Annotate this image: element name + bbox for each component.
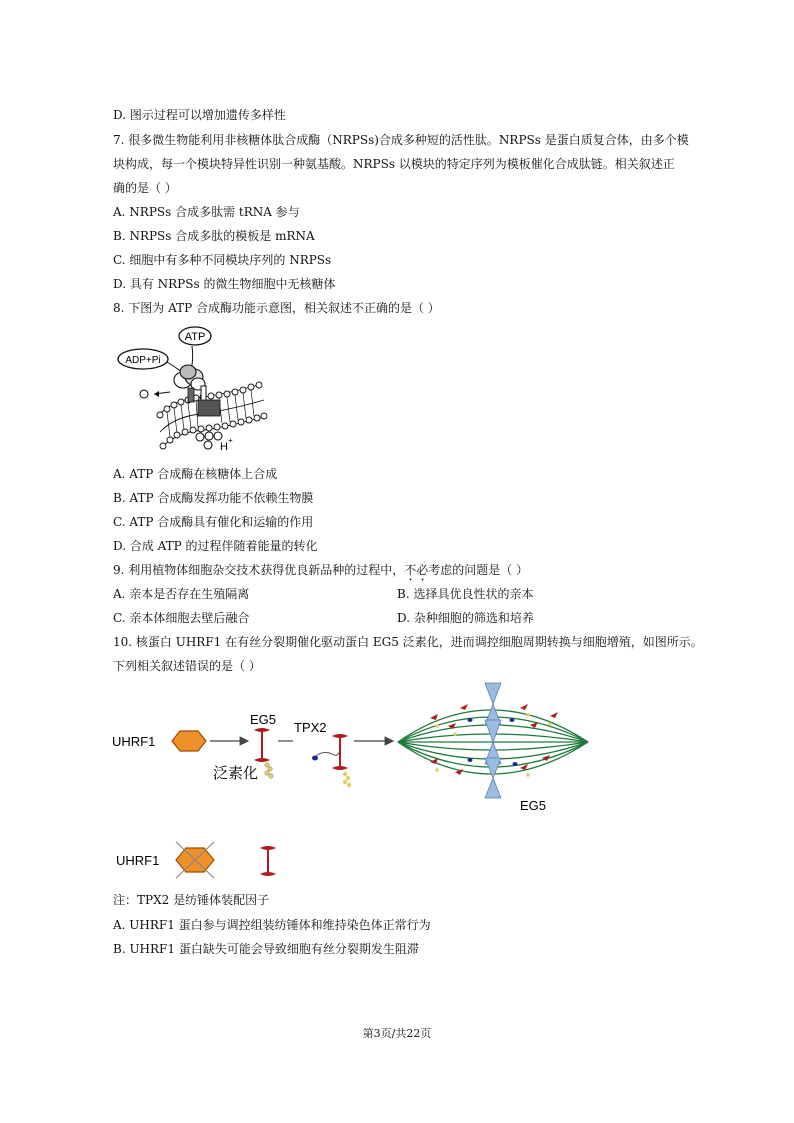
proton-icon — [140, 390, 148, 398]
tpx2-label: TPX2 — [294, 720, 327, 735]
option-9c: C. 亲本体细胞去壁后融合 — [113, 611, 250, 625]
option-10a: A. UHRF1 蛋白参与调控组装纺锤体和维持染色体正常行为 — [113, 918, 431, 932]
uhrf1-knockout-label: UHRF1 — [116, 853, 160, 868]
h-plus-superscript: + — [228, 436, 233, 445]
option-9b: B. 选择具优良性状的亲本 — [397, 587, 534, 601]
option-7a: A. NRPSs 合成多肽需 tRNA 参与 — [113, 205, 300, 219]
uhrf1-protein-icon — [172, 731, 206, 751]
ubiquitination-label: 泛素化 — [213, 765, 259, 782]
option-7d-prev: D. 图示过程可以增加遗传多样性 — [113, 108, 286, 122]
chromosomes — [485, 683, 501, 798]
uhrf1-figure — [110, 680, 610, 885]
option-8a: A. ATP 合成酶在核糖体上合成 — [113, 467, 278, 481]
eg5-label: EG5 — [250, 712, 277, 727]
option-7c: C. 细胞中有多种不同模块序列的 NRPSs — [113, 253, 332, 267]
atp-synthase-complex — [174, 365, 220, 416]
atp-synthase-figure — [112, 322, 282, 457]
atp-label: ATP — [184, 331, 206, 343]
question-7-stem: 7. 很多微生物能利用非核糖体肽合成酶（NRPSs)合成多种短的活性肽。NRPSs 是蛋白质复合体，由多个模 — [113, 133, 689, 147]
tpx2-eg5-complex-icon — [312, 734, 351, 787]
option-10b: B. UHRF1 蛋白缺失可能会导致细胞有丝分裂期发生阻滞 — [113, 942, 419, 956]
question-7-stem-2: 块构成，每一个模块特异性识别一种氨基酸。NRPSs 以模块的特定序列为模板催化合成肽链。相关叙述正 — [113, 157, 675, 171]
eg5-free-icon — [260, 846, 276, 876]
option-9d: D. 杂种细胞的筛选和培养 — [397, 611, 534, 625]
option-7d: D. 具有 NRPSs 的微生物细胞中无核糖体 — [113, 277, 336, 291]
figure-note: 注：TPX2 是纺锤体装配因子 — [113, 893, 270, 907]
question-10-stem: 10. 核蛋白 UHRF1 在有丝分裂期催化驱动蛋白 EG5 泛素化，进而调控细胞周期转换与细胞增殖，如图所示。 — [113, 635, 703, 649]
question-9-text-c: 考虑的问题是（ ） — [428, 563, 529, 577]
emphasis-text: 不必 — [404, 563, 429, 577]
option-8c: C. ATP 合成酶具有催化和运输的作用 — [113, 515, 314, 529]
eg5-spindle-label: EG5 — [520, 798, 547, 813]
page-footer: 第3页/共22页 — [362, 1027, 432, 1040]
option-9a: A. 亲本是否存在生殖隔离 — [113, 587, 250, 601]
option-8b: B. ATP 合成酶发挥功能不依赖生物膜 — [113, 491, 314, 505]
adp-label: ADP+Pi — [125, 355, 161, 366]
question-8-stem: 8. 下图为 ATP 合成酶功能示意图，相关叙述不正确的是（ ） — [113, 301, 440, 315]
question-7-stem-3: 确的是（ ） — [113, 181, 177, 195]
question-10-stem-2: 下列相关叙述错误的是（ ） — [113, 659, 261, 673]
option-8d: D. 合成 ATP 的过程伴随着能量的转化 — [113, 539, 318, 553]
uhrf1-label: UHRF1 — [112, 734, 156, 749]
option-7b: B. NRPSs 合成多肽的模板是 mRNA — [113, 229, 315, 243]
question-9-stem — [113, 562, 528, 584]
h-plus-label: H — [220, 441, 228, 453]
question-9-text-a: 9. 利用植物体细胞杂交技术获得优良新品种的过程中， — [113, 563, 405, 577]
